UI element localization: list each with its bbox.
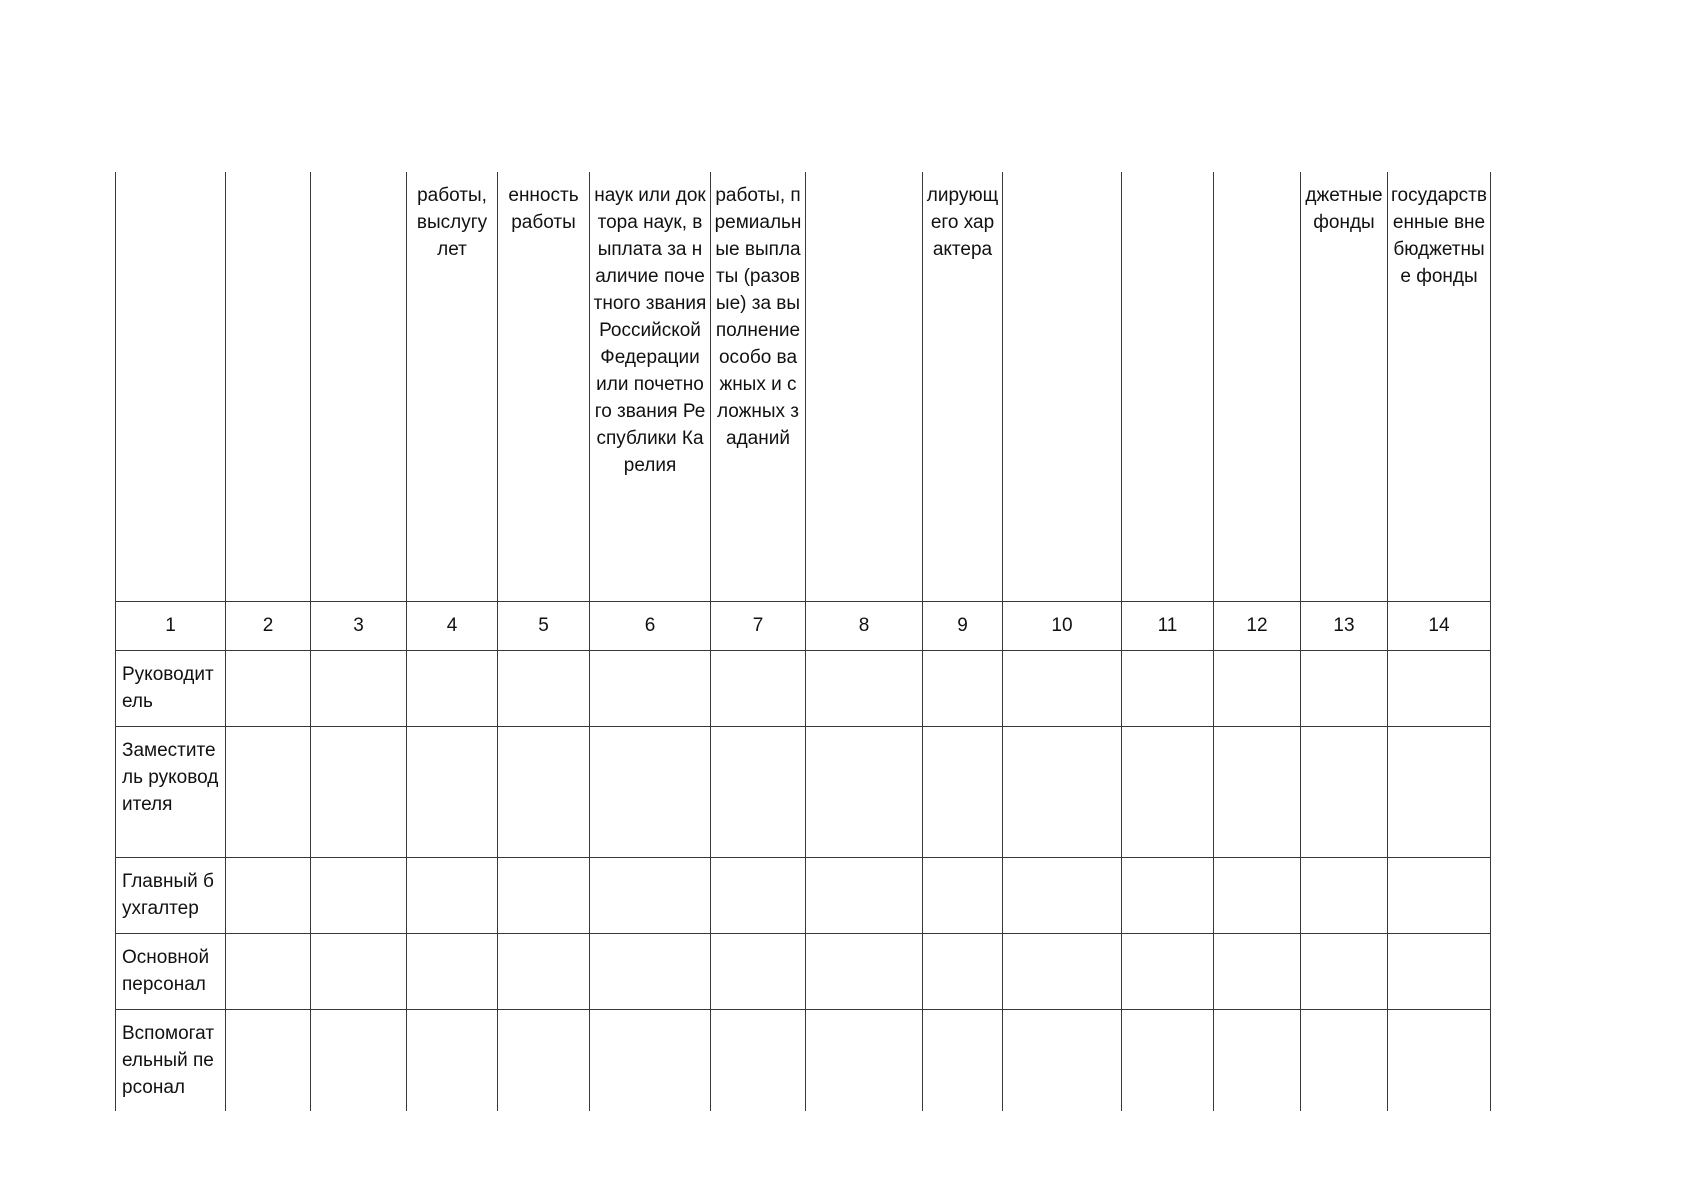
- table-cell: [590, 857, 711, 933]
- header-cell-col-4: работы, выслугу лет: [407, 172, 498, 601]
- table-cell: [1301, 650, 1388, 726]
- table-cell: [311, 857, 407, 933]
- table-cell: [590, 726, 711, 857]
- column-number: 12: [1214, 601, 1301, 650]
- table-cell: [1214, 857, 1301, 933]
- column-number: 5: [498, 601, 590, 650]
- table-cell: [1214, 933, 1301, 1009]
- header-cell-col-7: работы, премиальные выплаты (разовые) за выполнение особо важных и сложных заданий: [711, 172, 806, 601]
- table-cell: [498, 726, 590, 857]
- table-cell: [1214, 1009, 1301, 1111]
- table-cell: [311, 1009, 407, 1111]
- table-cell: [806, 1009, 923, 1111]
- table-cell: [1003, 726, 1122, 857]
- header-cell-col-6: наук или доктора наук, выплата за наличие почетного звания Российской Федерации или почетного звания Республики Карелия: [590, 172, 711, 601]
- table-cell: [311, 726, 407, 857]
- header-cell-col-3: [311, 172, 407, 601]
- column-number: 7: [711, 601, 806, 650]
- header-cell-col-1: [116, 172, 226, 601]
- table-cell: [1388, 1009, 1491, 1111]
- table-cell: [407, 650, 498, 726]
- row-label-main-staff: Основной персонал: [116, 933, 226, 1009]
- table-cell: [806, 857, 923, 933]
- table-cell: [226, 1009, 311, 1111]
- header-cell-col-13: джетные фонды: [1301, 172, 1388, 601]
- table-cell: [498, 857, 590, 933]
- table-cell: [590, 650, 711, 726]
- column-number-row: [116, 601, 1491, 650]
- table-row: [116, 933, 1491, 1009]
- header-cell-col-9: лирующего характера: [923, 172, 1003, 601]
- table-cell: [923, 650, 1003, 726]
- table-cell: [590, 1009, 711, 1111]
- table-cell: [923, 726, 1003, 857]
- row-label-head: Руководитель: [116, 650, 226, 726]
- table-row: [116, 1009, 1491, 1111]
- row-label-support-staff: Вспомогательный персонал: [116, 1009, 226, 1111]
- table-cell: [1301, 933, 1388, 1009]
- table-cell: [711, 1009, 806, 1111]
- table-cell: [1388, 726, 1491, 857]
- table-cell: [1122, 650, 1214, 726]
- header-cell-col-14: государственные внебюджетные фонды: [1388, 172, 1491, 601]
- table-cell: [226, 933, 311, 1009]
- table-cell: [311, 933, 407, 1009]
- table-cell: [806, 933, 923, 1009]
- table-cell: [1003, 933, 1122, 1009]
- table-cell: [498, 1009, 590, 1111]
- header-cell-col-12: [1214, 172, 1301, 601]
- table-cell: [923, 857, 1003, 933]
- table-cell: [806, 726, 923, 857]
- table-cell: [1003, 857, 1122, 933]
- row-label-chief-accountant: Главный бухгалтер: [116, 857, 226, 933]
- table-cell: [1122, 1009, 1214, 1111]
- table-cell: [1003, 650, 1122, 726]
- table-cell: [226, 726, 311, 857]
- table-cell: [407, 933, 498, 1009]
- column-number: 13: [1301, 601, 1388, 650]
- header-cell-col-5: енность работы: [498, 172, 590, 601]
- column-number: 2: [226, 601, 311, 650]
- column-number: 3: [311, 601, 407, 650]
- table-cell: [1301, 857, 1388, 933]
- column-number: 11: [1122, 601, 1214, 650]
- header-cell-col-10: [1003, 172, 1122, 601]
- column-number: 1: [116, 601, 226, 650]
- table-cell: [1214, 650, 1301, 726]
- table-cell: [407, 726, 498, 857]
- column-number: 9: [923, 601, 1003, 650]
- table-cell: [407, 857, 498, 933]
- table-cell: [498, 650, 590, 726]
- table-cell: [1122, 726, 1214, 857]
- table-cell: [226, 650, 311, 726]
- table-cell: [711, 726, 806, 857]
- table-cell: [407, 1009, 498, 1111]
- table-cell: [590, 933, 711, 1009]
- table-cell: [1003, 1009, 1122, 1111]
- header-continuation-row: [116, 172, 1491, 601]
- table-cell: [1214, 726, 1301, 857]
- header-cell-col-2: [226, 172, 311, 601]
- table-cell: [1301, 726, 1388, 857]
- table-cell: [711, 857, 806, 933]
- table-cell: [311, 650, 407, 726]
- column-number: 4: [407, 601, 498, 650]
- column-number: 8: [806, 601, 923, 650]
- row-label-deputy-head: Заместитель руководителя: [116, 726, 226, 857]
- table-cell: [711, 650, 806, 726]
- table-cell: [806, 650, 923, 726]
- salary-structure-table: [115, 172, 1491, 1111]
- table-cell: [923, 1009, 1003, 1111]
- table-cell: [1301, 1009, 1388, 1111]
- table-row: [116, 857, 1491, 933]
- table-cell: [1122, 857, 1214, 933]
- table-cell: [711, 933, 806, 1009]
- column-number: 6: [590, 601, 711, 650]
- table-row: [116, 726, 1491, 857]
- table-cell: [923, 933, 1003, 1009]
- table-cell: [1388, 857, 1491, 933]
- table-row: [116, 650, 1491, 726]
- table-cell: [226, 857, 311, 933]
- table-cell: [1122, 933, 1214, 1009]
- table-cell: [1388, 933, 1491, 1009]
- column-number: 14: [1388, 601, 1491, 650]
- table-cell: [498, 933, 590, 1009]
- table-cell: [1388, 650, 1491, 726]
- column-number: 10: [1003, 601, 1122, 650]
- header-cell-col-8: [806, 172, 923, 601]
- header-cell-col-11: [1122, 172, 1214, 601]
